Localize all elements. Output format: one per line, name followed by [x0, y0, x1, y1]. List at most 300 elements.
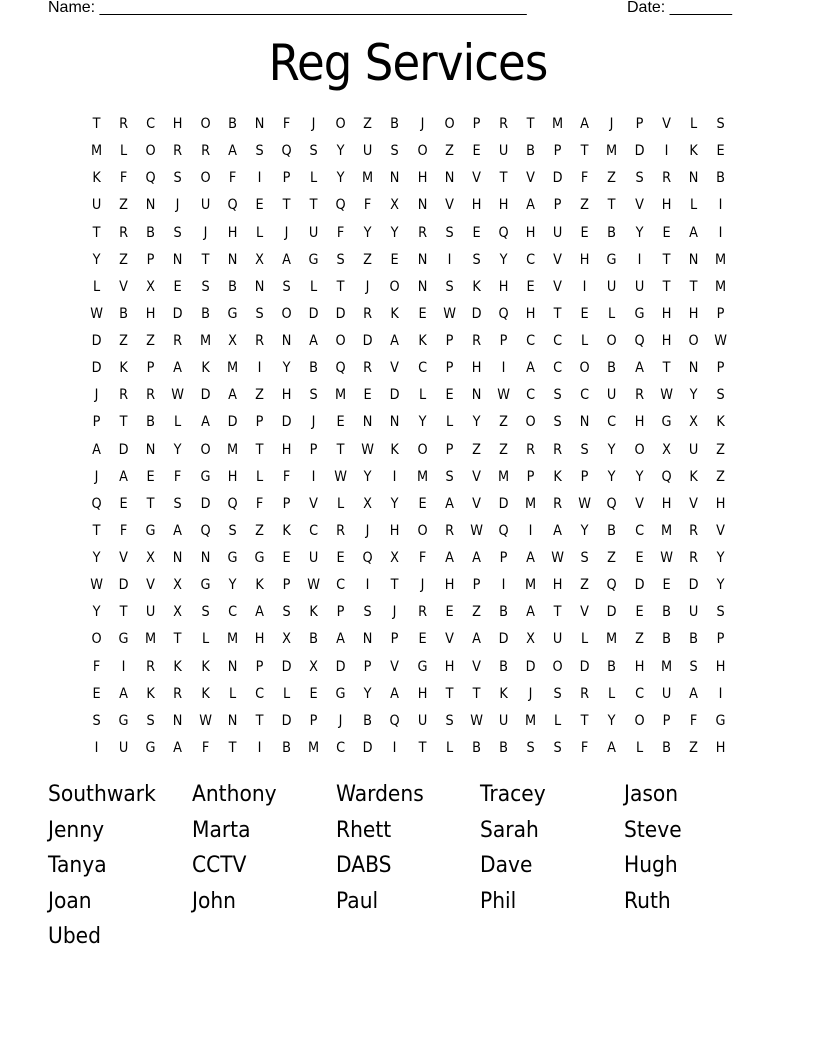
grid-cell: R: [634, 387, 644, 404]
grid-cell: M: [524, 495, 537, 512]
grid-cell: N: [254, 116, 265, 132]
grid-cell: E: [309, 685, 318, 702]
grid-cell: Q: [498, 224, 509, 241]
grid-cell: L: [689, 116, 697, 132]
grid-cell: K: [390, 441, 400, 458]
grid-cell: P: [472, 577, 481, 594]
grid-cell: T: [445, 685, 454, 702]
grid-cell: Y: [173, 441, 182, 458]
grid-cell: T: [418, 739, 427, 756]
grid-cell: D: [525, 658, 536, 675]
grid-cell: A: [553, 522, 563, 539]
grid-cell: U: [552, 224, 563, 241]
grid-cell: P: [255, 414, 264, 431]
grid-cell: F: [581, 170, 589, 187]
grid-cell: M: [606, 143, 618, 160]
grid-cell: X: [282, 631, 291, 648]
grid-cell: T: [228, 739, 237, 756]
grid-cell: R: [173, 143, 183, 160]
grid-cell: H: [417, 685, 427, 702]
grid-cell: D: [308, 305, 319, 322]
grid-cell: C: [526, 251, 536, 268]
grid-cell: G: [200, 577, 211, 594]
grid-cell: U: [498, 712, 509, 729]
grid-cell: B: [309, 631, 318, 648]
grid-cell: G: [145, 522, 156, 539]
grid-cell: O: [633, 441, 645, 458]
grid-cell: U: [498, 143, 509, 160]
grid-cell: Z: [254, 522, 264, 539]
grid-cell: E: [336, 550, 345, 566]
grid-cell: Q: [362, 550, 373, 566]
grid-cell: B: [471, 739, 481, 756]
grid-cell: K: [499, 685, 508, 702]
grid-cell: H: [498, 197, 509, 214]
grid-cell: W: [497, 387, 510, 404]
grid-cell: S: [580, 441, 589, 458]
grid-cell: R: [417, 604, 427, 621]
grid-cell: Q: [335, 197, 346, 214]
grid-cell: N: [145, 197, 156, 214]
grid-cell: T: [173, 631, 182, 648]
grid-cell: K: [173, 658, 183, 675]
grid-cell: W: [90, 305, 103, 322]
grid-cell: E: [92, 685, 101, 702]
grid-cell: S: [173, 495, 183, 512]
grid-cell: A: [309, 333, 318, 349]
grid-cell: F: [282, 468, 291, 485]
grid-cell: Y: [390, 495, 399, 512]
grid-cell: J: [311, 116, 316, 132]
grid-cell: U: [552, 631, 563, 648]
grid-cell: N: [145, 441, 156, 458]
grid-cell: G: [606, 251, 617, 268]
grid-cell: L: [581, 333, 589, 349]
grid-cell: O: [199, 116, 211, 132]
grid-cell: P: [716, 305, 725, 322]
grid-cell: M: [714, 251, 727, 268]
grid-cell: J: [284, 224, 289, 241]
grid-cell: X: [227, 333, 237, 349]
grid-cell: I: [582, 278, 587, 295]
grid-cell: H: [227, 224, 238, 241]
grid-cell: W: [334, 468, 348, 485]
word-list-item: Dave: [480, 853, 533, 878]
grid-cell: A: [92, 441, 101, 458]
grid-cell: C: [580, 387, 590, 404]
grid-cell: B: [499, 604, 508, 621]
grid-cell: B: [227, 278, 237, 295]
grid-cell: U: [200, 197, 210, 214]
grid-cell: Y: [607, 441, 616, 458]
grid-cell: B: [390, 116, 400, 132]
grid-cell: S: [336, 251, 345, 268]
grid-cell: Z: [716, 468, 725, 485]
grid-cell: A: [471, 631, 481, 648]
grid-cell: P: [92, 414, 101, 431]
grid-cell: L: [689, 197, 697, 214]
grid-cell: H: [498, 278, 509, 295]
grid-cell: N: [362, 414, 373, 431]
grid-cell: I: [257, 360, 262, 377]
grid-cell: G: [715, 712, 726, 729]
grid-cell: W: [198, 712, 212, 729]
grid-cell: A: [607, 739, 617, 756]
grid-cell: Z: [634, 631, 644, 648]
grid-cell: W: [469, 522, 483, 539]
grid-cell: P: [146, 360, 155, 377]
grid-cell: P: [309, 712, 318, 729]
grid-cell: Q: [199, 522, 211, 539]
grid-cell: M: [552, 116, 564, 132]
grid-cell: S: [390, 143, 400, 160]
grid-cell: N: [227, 658, 238, 675]
grid-cell: F: [228, 170, 236, 187]
grid-cell: D: [552, 170, 563, 187]
grid-cell: U: [118, 739, 129, 756]
page-title: Reg Services: [268, 34, 548, 92]
grid-cell: X: [309, 658, 318, 675]
grid-cell: W: [659, 550, 673, 566]
grid-cell: N: [471, 387, 482, 404]
grid-cell: A: [580, 116, 590, 132]
grid-cell: U: [607, 278, 617, 295]
grid-cell: B: [607, 224, 617, 241]
grid-cell: B: [607, 360, 617, 377]
word-list: [48, 780, 768, 958]
grid-cell: W: [551, 550, 565, 566]
word-list-item: Tracey: [480, 782, 546, 807]
grid-cell: C: [634, 522, 644, 539]
grid-cell: W: [469, 712, 483, 729]
grid-cell: Z: [580, 577, 590, 594]
grid-cell: G: [634, 305, 645, 322]
header-line: [48, 0, 748, 18]
grid-cell: X: [146, 278, 156, 295]
grid-cell: P: [309, 441, 318, 458]
grid-cell: T: [146, 495, 155, 512]
grid-cell: R: [688, 522, 698, 539]
grid-cell: Z: [444, 143, 454, 160]
grid-cell: Z: [119, 197, 129, 214]
grid-cell: A: [200, 414, 210, 431]
grid-cell: B: [499, 658, 508, 675]
name-field-label[interactable]: Name: ________________________________________________: [48, 0, 527, 16]
grid-cell: Y: [716, 577, 725, 594]
grid-cell: G: [308, 251, 319, 268]
grid-cell: S: [553, 414, 562, 431]
grid-cell: K: [689, 468, 698, 485]
grid-cell: O: [552, 658, 563, 675]
grid-cell: R: [688, 550, 698, 566]
word-list-item: Phil: [480, 888, 517, 914]
grid-cell: L: [174, 414, 182, 431]
grid-cell: P: [716, 631, 725, 648]
grid-cell: E: [417, 495, 427, 512]
grid-cell: E: [526, 278, 535, 295]
grid-cell: P: [445, 333, 454, 349]
grid-cell: H: [444, 658, 455, 675]
grid-cell: O: [633, 712, 645, 729]
grid-cell: Z: [716, 441, 725, 458]
grid-cell: U: [91, 197, 102, 214]
grid-cell: P: [282, 495, 291, 512]
grid-cell: F: [282, 116, 291, 132]
grid-cell: Y: [92, 604, 101, 621]
grid-cell: D: [227, 414, 238, 431]
grid-cell: A: [227, 387, 237, 404]
grid-cell: R: [553, 441, 563, 458]
grid-cell: F: [689, 712, 698, 729]
grid-cell: W: [578, 495, 592, 512]
grid-cell: L: [337, 495, 345, 512]
grid-cell: D: [200, 387, 211, 404]
grid-cell: W: [714, 333, 727, 349]
grid-cell: L: [445, 414, 453, 431]
grid-cell: P: [499, 550, 508, 566]
word-list-item: Southwark: [48, 782, 156, 807]
grid-cell: S: [146, 712, 155, 729]
grid-cell: E: [146, 468, 155, 485]
grid-cell: Z: [363, 251, 373, 268]
grid-cell: P: [363, 658, 372, 675]
grid-cell: F: [92, 658, 101, 675]
grid-cell: T: [92, 224, 101, 241]
grid-cell: Q: [389, 712, 401, 729]
grid-cell: J: [176, 197, 180, 214]
date-field-label[interactable]: Date: _______: [627, 0, 732, 16]
grid-cell: M: [226, 360, 238, 377]
grid-cell: I: [257, 170, 262, 187]
grid-cell: L: [608, 305, 616, 322]
grid-cell: X: [390, 550, 400, 566]
grid-cell: V: [471, 495, 481, 512]
grid-cell: B: [227, 116, 237, 132]
grid-cell: V: [553, 278, 563, 295]
grid-cell: H: [471, 197, 482, 214]
grid-cell: U: [308, 224, 319, 241]
grid-cell: T: [553, 305, 562, 322]
grid-cell: L: [120, 143, 128, 160]
grid-cell: V: [471, 658, 481, 675]
grid-cell: D: [281, 414, 292, 431]
grid-cell: R: [119, 224, 129, 241]
grid-cell: F: [201, 739, 209, 756]
grid-cell: O: [199, 170, 211, 187]
grid-cell: V: [146, 577, 156, 594]
grid-cell: D: [335, 305, 346, 322]
grid-cell: Y: [390, 224, 399, 241]
grid-cell: Y: [363, 224, 372, 241]
grid-cell: T: [662, 278, 671, 295]
grid-cell: H: [444, 577, 455, 594]
grid-cell: L: [445, 739, 453, 756]
grid-cell: M: [497, 468, 510, 485]
grid-cell: I: [121, 658, 126, 675]
grid-cell: D: [498, 495, 509, 512]
grid-cell: H: [661, 495, 672, 512]
grid-cell: K: [119, 360, 128, 377]
grid-cell: E: [363, 387, 372, 404]
grid-cell: D: [606, 604, 617, 621]
grid-cell: T: [255, 441, 264, 458]
grid-cell: Q: [281, 143, 292, 160]
grid-cell: X: [173, 577, 183, 594]
grid-cell: M: [307, 739, 320, 756]
grid-cell: T: [119, 414, 128, 431]
grid-cell: S: [309, 387, 318, 404]
grid-cell: F: [581, 739, 589, 756]
grid-cell: D: [579, 658, 590, 675]
grid-cell: N: [227, 251, 238, 268]
grid-cell: D: [389, 387, 400, 404]
grid-cell: F: [119, 522, 128, 539]
grid-cell: E: [390, 251, 400, 268]
grid-cell: H: [715, 495, 726, 512]
grid-cell: J: [420, 577, 424, 594]
grid-cell: I: [637, 251, 641, 268]
grid-cell: E: [173, 278, 183, 295]
grid-cell: M: [226, 441, 238, 458]
grid-cell: Q: [227, 495, 238, 512]
grid-cell: R: [471, 333, 481, 349]
grid-cell: B: [119, 305, 129, 322]
grid-cell: G: [145, 739, 156, 756]
grid-cell: R: [526, 441, 536, 458]
grid-cell: I: [501, 577, 506, 594]
grid-cell: P: [391, 631, 399, 648]
grid-cell: Y: [363, 468, 372, 485]
grid-cell: J: [365, 278, 370, 295]
grid-cell: D: [91, 333, 102, 349]
grid-cell: G: [417, 658, 428, 675]
grid-cell: A: [119, 468, 129, 485]
grid-cell: A: [173, 739, 183, 756]
grid-cell: B: [688, 631, 698, 648]
grid-cell: N: [390, 414, 400, 431]
grid-cell: S: [445, 468, 454, 485]
grid-cell: Y: [635, 224, 644, 241]
grid-cell: B: [607, 658, 617, 675]
grid-cell: M: [714, 278, 727, 295]
grid-cell: T: [607, 197, 616, 214]
grid-cell: J: [365, 522, 370, 539]
grid-cell: N: [417, 251, 427, 268]
grid-cell: T: [499, 170, 508, 187]
grid-cell: T: [119, 604, 128, 621]
grid-cell: K: [309, 604, 318, 621]
grid-cell: W: [659, 387, 673, 404]
grid-cell: M: [145, 631, 157, 648]
grid-cell: X: [688, 414, 698, 431]
grid-cell: S: [553, 739, 562, 756]
grid-cell: N: [390, 170, 400, 187]
grid-cell: R: [173, 333, 183, 349]
grid-cell: O: [579, 360, 590, 377]
grid-cell: J: [94, 387, 99, 404]
word-list-item: DABS: [336, 853, 392, 878]
grid-cell: G: [118, 712, 129, 729]
grid-cell: S: [716, 604, 725, 621]
grid-cell: Y: [336, 170, 345, 187]
grid-cell: V: [471, 170, 481, 187]
grid-cell: L: [228, 685, 236, 702]
grid-cell: N: [688, 360, 699, 377]
grid-cell: W: [171, 387, 185, 404]
grid-cell: E: [445, 604, 454, 621]
grid-cell: E: [662, 577, 671, 594]
grid-cell: P: [445, 441, 454, 458]
grid-cell: L: [255, 468, 263, 485]
grid-cell: A: [688, 685, 698, 702]
grid-cell: D: [200, 495, 211, 512]
grid-cell: B: [363, 712, 373, 729]
grid-cell: R: [444, 522, 454, 539]
grid-cell: D: [362, 333, 373, 349]
grid-cell: K: [472, 278, 481, 295]
grid-cell: T: [336, 278, 345, 295]
grid-cell: O: [416, 441, 428, 458]
grid-cell: A: [688, 224, 698, 241]
word-list-item: Anthony: [192, 782, 277, 807]
grid-cell: R: [553, 495, 563, 512]
grid-cell: N: [688, 251, 699, 268]
grid-cell: Y: [92, 550, 101, 566]
grid-cell: R: [119, 116, 129, 132]
grid-cell: R: [417, 224, 427, 241]
word-list-item: Joan: [48, 888, 92, 914]
grid-cell: C: [309, 522, 319, 539]
grid-cell: L: [201, 631, 209, 648]
grid-cell: Y: [580, 522, 589, 539]
grid-cell: J: [311, 414, 316, 431]
grid-cell: W: [442, 305, 456, 322]
grid-cell: S: [363, 604, 372, 621]
grid-cell: I: [311, 468, 316, 485]
grid-cell: C: [146, 116, 156, 132]
grid-cell: U: [146, 604, 156, 621]
grid-cell: P: [282, 170, 291, 187]
grid-cell: A: [526, 550, 535, 566]
grid-cell: Y: [228, 577, 237, 594]
grid-cell: Y: [92, 251, 101, 268]
grid-cell: T: [662, 360, 671, 377]
grid-cell: W: [90, 577, 103, 594]
grid-cell: V: [716, 522, 725, 539]
grid-cell: H: [552, 577, 563, 594]
grid-cell: O: [525, 414, 536, 431]
grid-cell: M: [226, 631, 238, 648]
grid-cell: A: [471, 550, 481, 566]
grid-cell: R: [363, 360, 373, 377]
grid-cell: L: [282, 685, 291, 702]
grid-cell: K: [200, 685, 210, 702]
grid-cell: Y: [363, 685, 372, 702]
grid-cell: V: [444, 197, 454, 214]
word-list-item: Tanya: [48, 853, 107, 878]
grid-cell: N: [254, 278, 265, 295]
grid-cell: T: [309, 197, 318, 214]
grid-cell: C: [553, 360, 563, 377]
grid-cell: F: [255, 495, 264, 512]
grid-cell: F: [174, 468, 182, 485]
grid-cell: P: [499, 333, 508, 349]
grid-cell: U: [607, 387, 617, 404]
word-list-item: Jenny: [48, 817, 105, 843]
grid-cell: D: [634, 143, 645, 160]
grid-cell: B: [499, 739, 508, 756]
grid-cell: M: [90, 143, 103, 160]
